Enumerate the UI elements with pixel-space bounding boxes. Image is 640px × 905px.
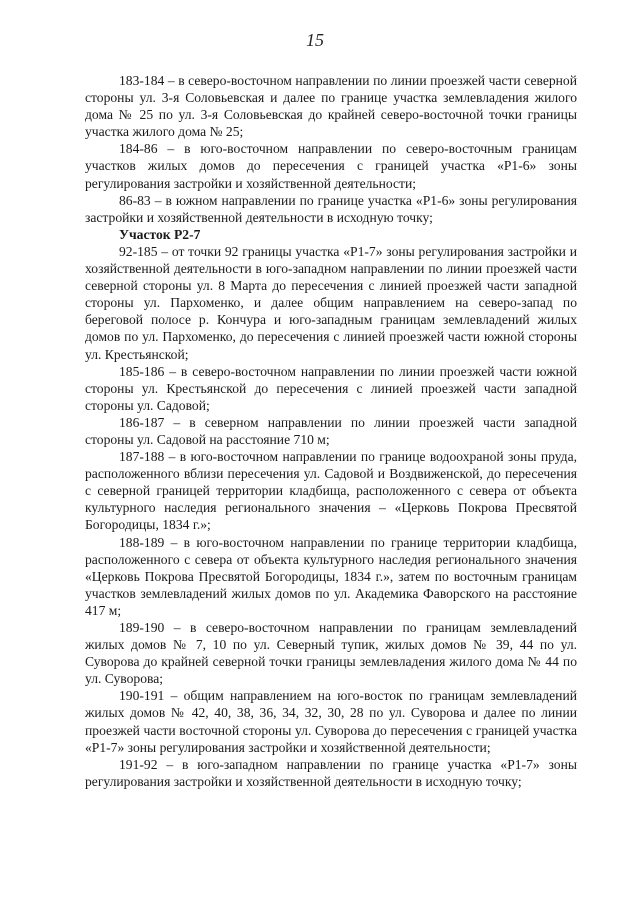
paragraph-185-186: 185-186 – в северо-восточном направлении по линии проезжей части южной стороны ул. Крестьянской до пересечения с линией проезжей части западной стороны ул. Садовой; bbox=[85, 363, 577, 413]
document-body bbox=[85, 72, 577, 790]
paragraph-86-83: 86-83 – в южном направлении по границе участка «Р1-6» зоны регулирования застройки и хозяйственной деятельности в исходную точку; bbox=[85, 192, 577, 225]
paragraph-186-187: 186-187 – в северном направлении по линии проезжей части западной стороны ул. Садовой на расстояние 710 м; bbox=[85, 414, 577, 447]
section-heading-r2-7: Участок Р2-7 bbox=[119, 226, 201, 242]
page-number: 15 bbox=[306, 30, 324, 50]
paragraph-191-92: 191-92 – в юго-западном направлении по границе участка «Р1-7» зоны регулирования застройки и хозяйственной деятельности в исходную точку; bbox=[85, 756, 577, 789]
paragraph-190-191: 190-191 – общим направлением на юго-восток по границам землевладений жилых домов № 42, 40, 38, 36, 34, 32, 30, 28 по ул. Суворова и далее по линии проезжей части восточной стороны ул. Суворова до пересечения с границей участка «Р1-7» зоны регулирования застройки и хозяйственной деятельности; bbox=[85, 688, 577, 755]
paragraph-183-184: 183-184 – в северо-восточном направлении по линии проезжей части северной стороны ул. 3-я Соловьевская и далее по границе участка землевладения жилого дома № 25 по ул. 3-я Соловьевская до крайней северо-восточной точки границы участка жилого дома № 25; bbox=[85, 73, 577, 140]
paragraph-187-188: 187-188 – в юго-восточном направлении по границе водоохраной зоны пруда, расположенного вблизи пересечения ул. Садовой и Воздвиженской, до пересечения с северной границей территории кладбища, расположенного с севера от объекта культурного наследия регионального значения – «Церковь Покрова Пресвятой Богородицы, 1834 г.»; bbox=[85, 449, 577, 533]
paragraph-189-190: 189-190 – в северо-восточном направлении по границам землевладений жилых домов № 7, 10 по ул. Северный тупик, жилых домов № 39, 44 по ул. Суворова до крайней северной точки границы землевладения жилого дома № 44 по ул. Суворова; bbox=[85, 620, 577, 687]
paragraph-92-185: 92-185 – от точки 92 границы участка «Р1-7» зоны регулирования застройки и хозяйственной деятельности в юго-западном направлении по линии проезжей части северной стороны ул. 8 Марта до пересечения с линией проезжей части западной стороны ул. Пархоменко, и далее общим направлением на северо-запад по береговой полосе р. Кончура и юго-западным границам землевладений жилых домов по ул. Пархоменко, до пересечения с линией проезжей части южной стороны ул. Крестьянской; bbox=[85, 243, 577, 362]
paragraph-184-86: 184-86 – в юго-восточном направлении по северо-восточным границам участков жилых домов до пересечения с границей участка «Р1-6» зоны регулирования застройки и хозяйственной деятельности; bbox=[85, 141, 577, 191]
paragraph-188-189: 188-189 – в юго-восточном направлении по границе территории кладбища, расположенного с севера от объекта культурного наследия регионального значения «Церковь Покрова Пресвятой Богородицы, 1834 г.», затем по восточным границам участков землевладений жилых домов по ул. Академика Фаворского на расстояние 417 м; bbox=[85, 534, 577, 618]
